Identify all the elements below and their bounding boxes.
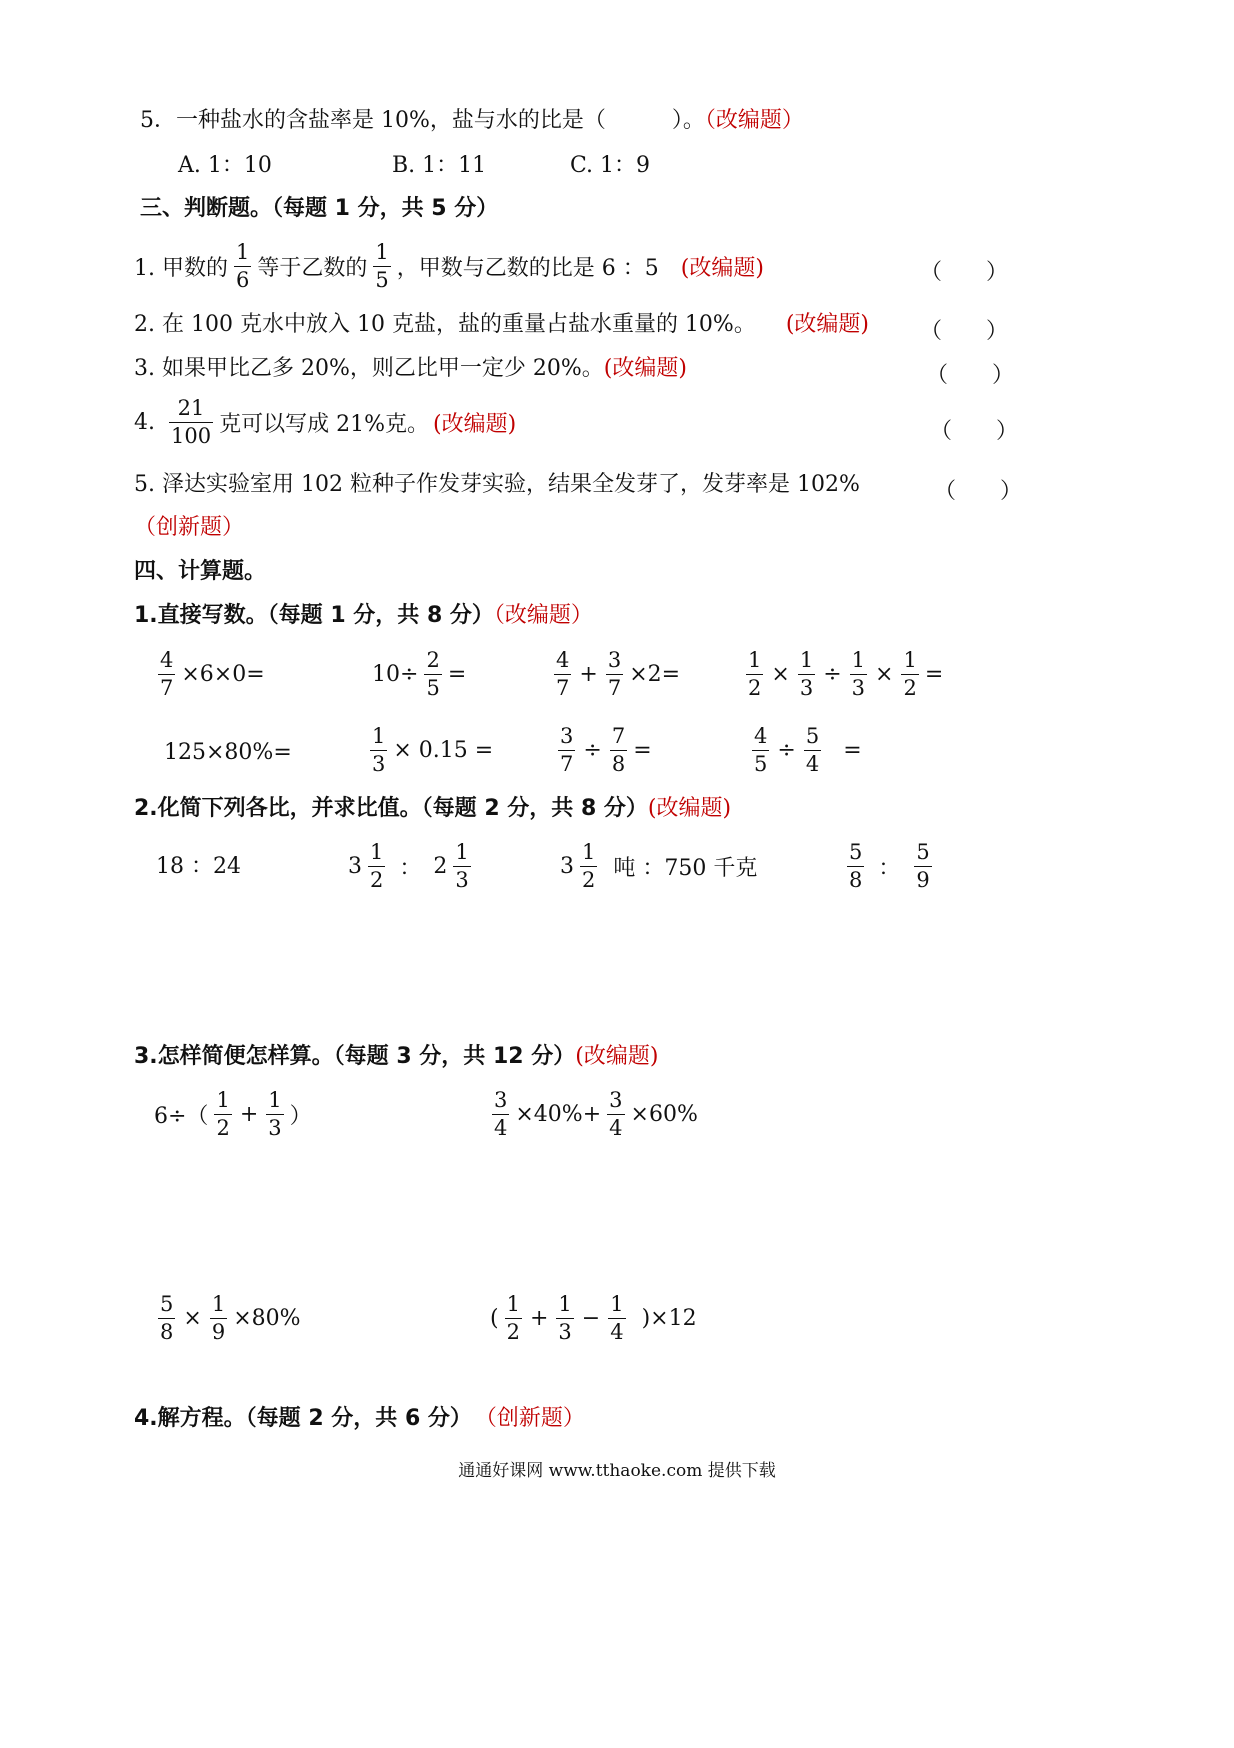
whole-number: 2: [433, 854, 448, 879]
tf-item-text: 2. 在 100 克水中放入 10 克盐，盐的重量占盐水重量的 10%。: [134, 312, 756, 337]
fraction: $\frac{7}{8}$: [611, 724, 626, 776]
fraction: $\frac{3}{4}$: [609, 1088, 623, 1140]
operator: −: [581, 1306, 601, 1331]
tf-item-text: 1. 甲数的: [134, 256, 228, 281]
part-heading-1: [134, 605, 593, 627]
question-tag: （改编题）: [704, 108, 804, 133]
operator: ÷: [777, 738, 796, 763]
expr-text: ×80%: [233, 1306, 301, 1331]
operator: ÷: [583, 738, 602, 763]
fraction: $\frac{1}{2}$: [582, 840, 596, 892]
operator: ×: [875, 662, 894, 687]
question-tag: （创新题）: [485, 1406, 585, 1431]
answer-blank[interactable]: （ ）: [930, 419, 1019, 444]
part-heading-text: 4.解方程。（每题 2 分，共 6 分）: [134, 1406, 472, 1431]
calc-expr-4: [744, 650, 943, 699]
fraction: $\frac{1}{2}$: [506, 1292, 520, 1344]
part-heading-2: [134, 798, 731, 820]
tf-item-text: ，甲数与乙数的比是 6 ：5: [396, 256, 659, 281]
part-heading-3: [134, 1046, 658, 1068]
ratio-expr-3: [560, 842, 757, 891]
fraction: $\frac{1}{9}$: [211, 1292, 226, 1344]
tf-item-1: [134, 242, 764, 291]
expr-text: )×12: [641, 1306, 697, 1331]
tf-item-4: [134, 398, 516, 447]
expr-text: ×2=: [629, 662, 681, 687]
question-tag: (改编题): [680, 256, 764, 281]
question-tag: （创新题）: [134, 515, 245, 540]
tf-item-text: 3. 如果甲比乙多 20%，则乙比甲一定少 20%。: [134, 356, 604, 381]
fraction: $\frac{1}{2}$: [903, 648, 917, 700]
section-heading-judgement: 三、判断题。（每题 1 分，共 5 分）: [140, 196, 499, 221]
fraction: $\frac{4}{5}$: [754, 724, 768, 776]
answer-blank[interactable]: （ ）: [926, 363, 1015, 388]
part-heading-text: 3.怎样简便怎样算。（每题 3 分，共 12 分）: [134, 1044, 576, 1069]
fraction: $\frac{1}{5}$: [375, 240, 389, 292]
question-tag: （改编题）: [493, 603, 593, 628]
expr-text: 125×80%=: [164, 740, 292, 765]
calc-expr-5: [164, 728, 292, 765]
question-tag: (改编题): [575, 1044, 659, 1069]
part-heading-text: 2.化简下列各比，并求比值。（每题 2 分，共 8 分）: [134, 796, 648, 821]
expr-text: 6÷（: [154, 1104, 209, 1129]
expr-text: ）: [289, 1104, 312, 1129]
simplify-expr-2: [490, 1090, 698, 1139]
fraction: $\frac{1}{3}$: [268, 1088, 282, 1140]
answer-blank[interactable]: （ ）: [920, 319, 1009, 344]
fraction: $\frac{3}{4}$: [494, 1088, 508, 1140]
expr-text: =: [843, 738, 862, 763]
operator: +: [239, 1102, 259, 1127]
mc-question-text: 5．一种盐水的含盐率是 10%，盐与水的比是（ ）。: [140, 108, 705, 133]
tf-item-5: 5. 泽达实验室用 102 粒种子作发芽实验，结果全发芽了，发芽率是 102%: [134, 472, 860, 497]
operator: +: [529, 1306, 549, 1331]
simplify-expr-1: [154, 1090, 312, 1139]
fraction: $\frac{1}{2}$: [216, 1088, 230, 1140]
operator: ×: [771, 662, 790, 687]
question-tag: (改编题): [433, 412, 517, 437]
fraction: $\frac{21}{100}$: [171, 396, 212, 448]
tf-item-3: [134, 358, 687, 380]
expr-text: (: [490, 1306, 499, 1331]
expr-text: × 0.15 =: [393, 738, 494, 763]
fraction: $\frac{3}{7}$: [607, 648, 622, 700]
fraction: $\frac{1}{3}$: [558, 1292, 572, 1344]
fraction: $\frac{1}{3}$: [372, 724, 386, 776]
fraction: $\frac{1}{2}$: [370, 840, 384, 892]
mc-option-c: C. 1：9: [570, 153, 651, 178]
question-tag: (改编题): [647, 796, 732, 821]
fraction: $\frac{3}{7}$: [560, 724, 574, 776]
tf-item-text: 等于乙数的: [257, 256, 368, 281]
ratio-expr-2: [348, 842, 473, 891]
whole-number: 3: [348, 854, 362, 879]
expr-text: ×6×0=: [181, 662, 265, 687]
fraction: $\frac{4}{7}$: [556, 648, 570, 700]
whole-number: 3: [560, 854, 574, 879]
mc-question-5: [140, 110, 804, 132]
calc-expr-1: [156, 650, 265, 699]
mc-option-b: B. 1：11: [392, 153, 487, 178]
fraction: $\frac{5}{4}$: [805, 724, 820, 776]
fraction: $\frac{2}{5}$: [426, 648, 440, 700]
answer-blank[interactable]: （ ）: [920, 260, 1009, 285]
fraction: $\frac{5}{8}$: [160, 1292, 174, 1344]
fraction: $\frac{1}{6}$: [235, 240, 250, 292]
colon: ：: [878, 856, 901, 881]
fraction: $\frac{1}{3}$: [799, 648, 814, 700]
expr-text: ×40%+: [515, 1102, 602, 1127]
fraction: $\frac{1}{4}$: [610, 1292, 624, 1344]
tf-item-text: 4.: [134, 410, 155, 435]
expr-text: 吨 ：750 千克: [613, 856, 758, 881]
page-footer: 通通好课网 www.tthaoke.com 提供下载: [458, 1461, 776, 1481]
calc-expr-8: [750, 726, 862, 775]
mc-option-a: A. 1：10: [178, 153, 272, 178]
fraction: $\frac{5}{9}$: [916, 840, 930, 892]
question-tag: (改编题): [603, 356, 687, 381]
part-heading-text: 1.直接写数。（每题 1 分，共 8 分）: [134, 603, 494, 628]
expr-text: =: [924, 662, 944, 687]
calc-expr-6: [368, 726, 493, 775]
expr-text: 10÷: [372, 662, 419, 687]
simplify-expr-3: [156, 1294, 301, 1343]
simplify-expr-4: [490, 1294, 697, 1343]
operator: ÷: [823, 662, 842, 687]
ratio-expr-4: [845, 842, 934, 891]
part-heading-4: [134, 1408, 585, 1430]
calc-expr-2: [372, 650, 466, 699]
operator: +: [579, 662, 598, 687]
ratio-expr-1: 18 ：24: [156, 854, 241, 879]
section-heading-calculation: 四、计算题。: [134, 559, 267, 584]
expr-text: =: [633, 738, 652, 763]
expr-text: ×60%: [630, 1102, 698, 1127]
expr-text: =: [447, 662, 467, 687]
colon: ：: [399, 856, 422, 881]
fraction: $\frac{4}{7}$: [160, 648, 174, 700]
operator: ×: [183, 1306, 202, 1331]
answer-blank[interactable]: （ ）: [934, 479, 1023, 504]
calc-expr-3: [552, 650, 680, 699]
fraction: $\frac{1}{2}$: [748, 648, 762, 700]
fraction: $\frac{5}{8}$: [849, 840, 863, 892]
calc-expr-7: [556, 726, 652, 775]
tf-item-text: 克可以写成 21%克。: [219, 412, 429, 437]
question-tag: (改编题): [785, 312, 870, 337]
tf-item-2: [134, 314, 869, 336]
fraction: $\frac{1}{3}$: [851, 648, 865, 700]
fraction: $\frac{1}{3}$: [455, 840, 469, 892]
